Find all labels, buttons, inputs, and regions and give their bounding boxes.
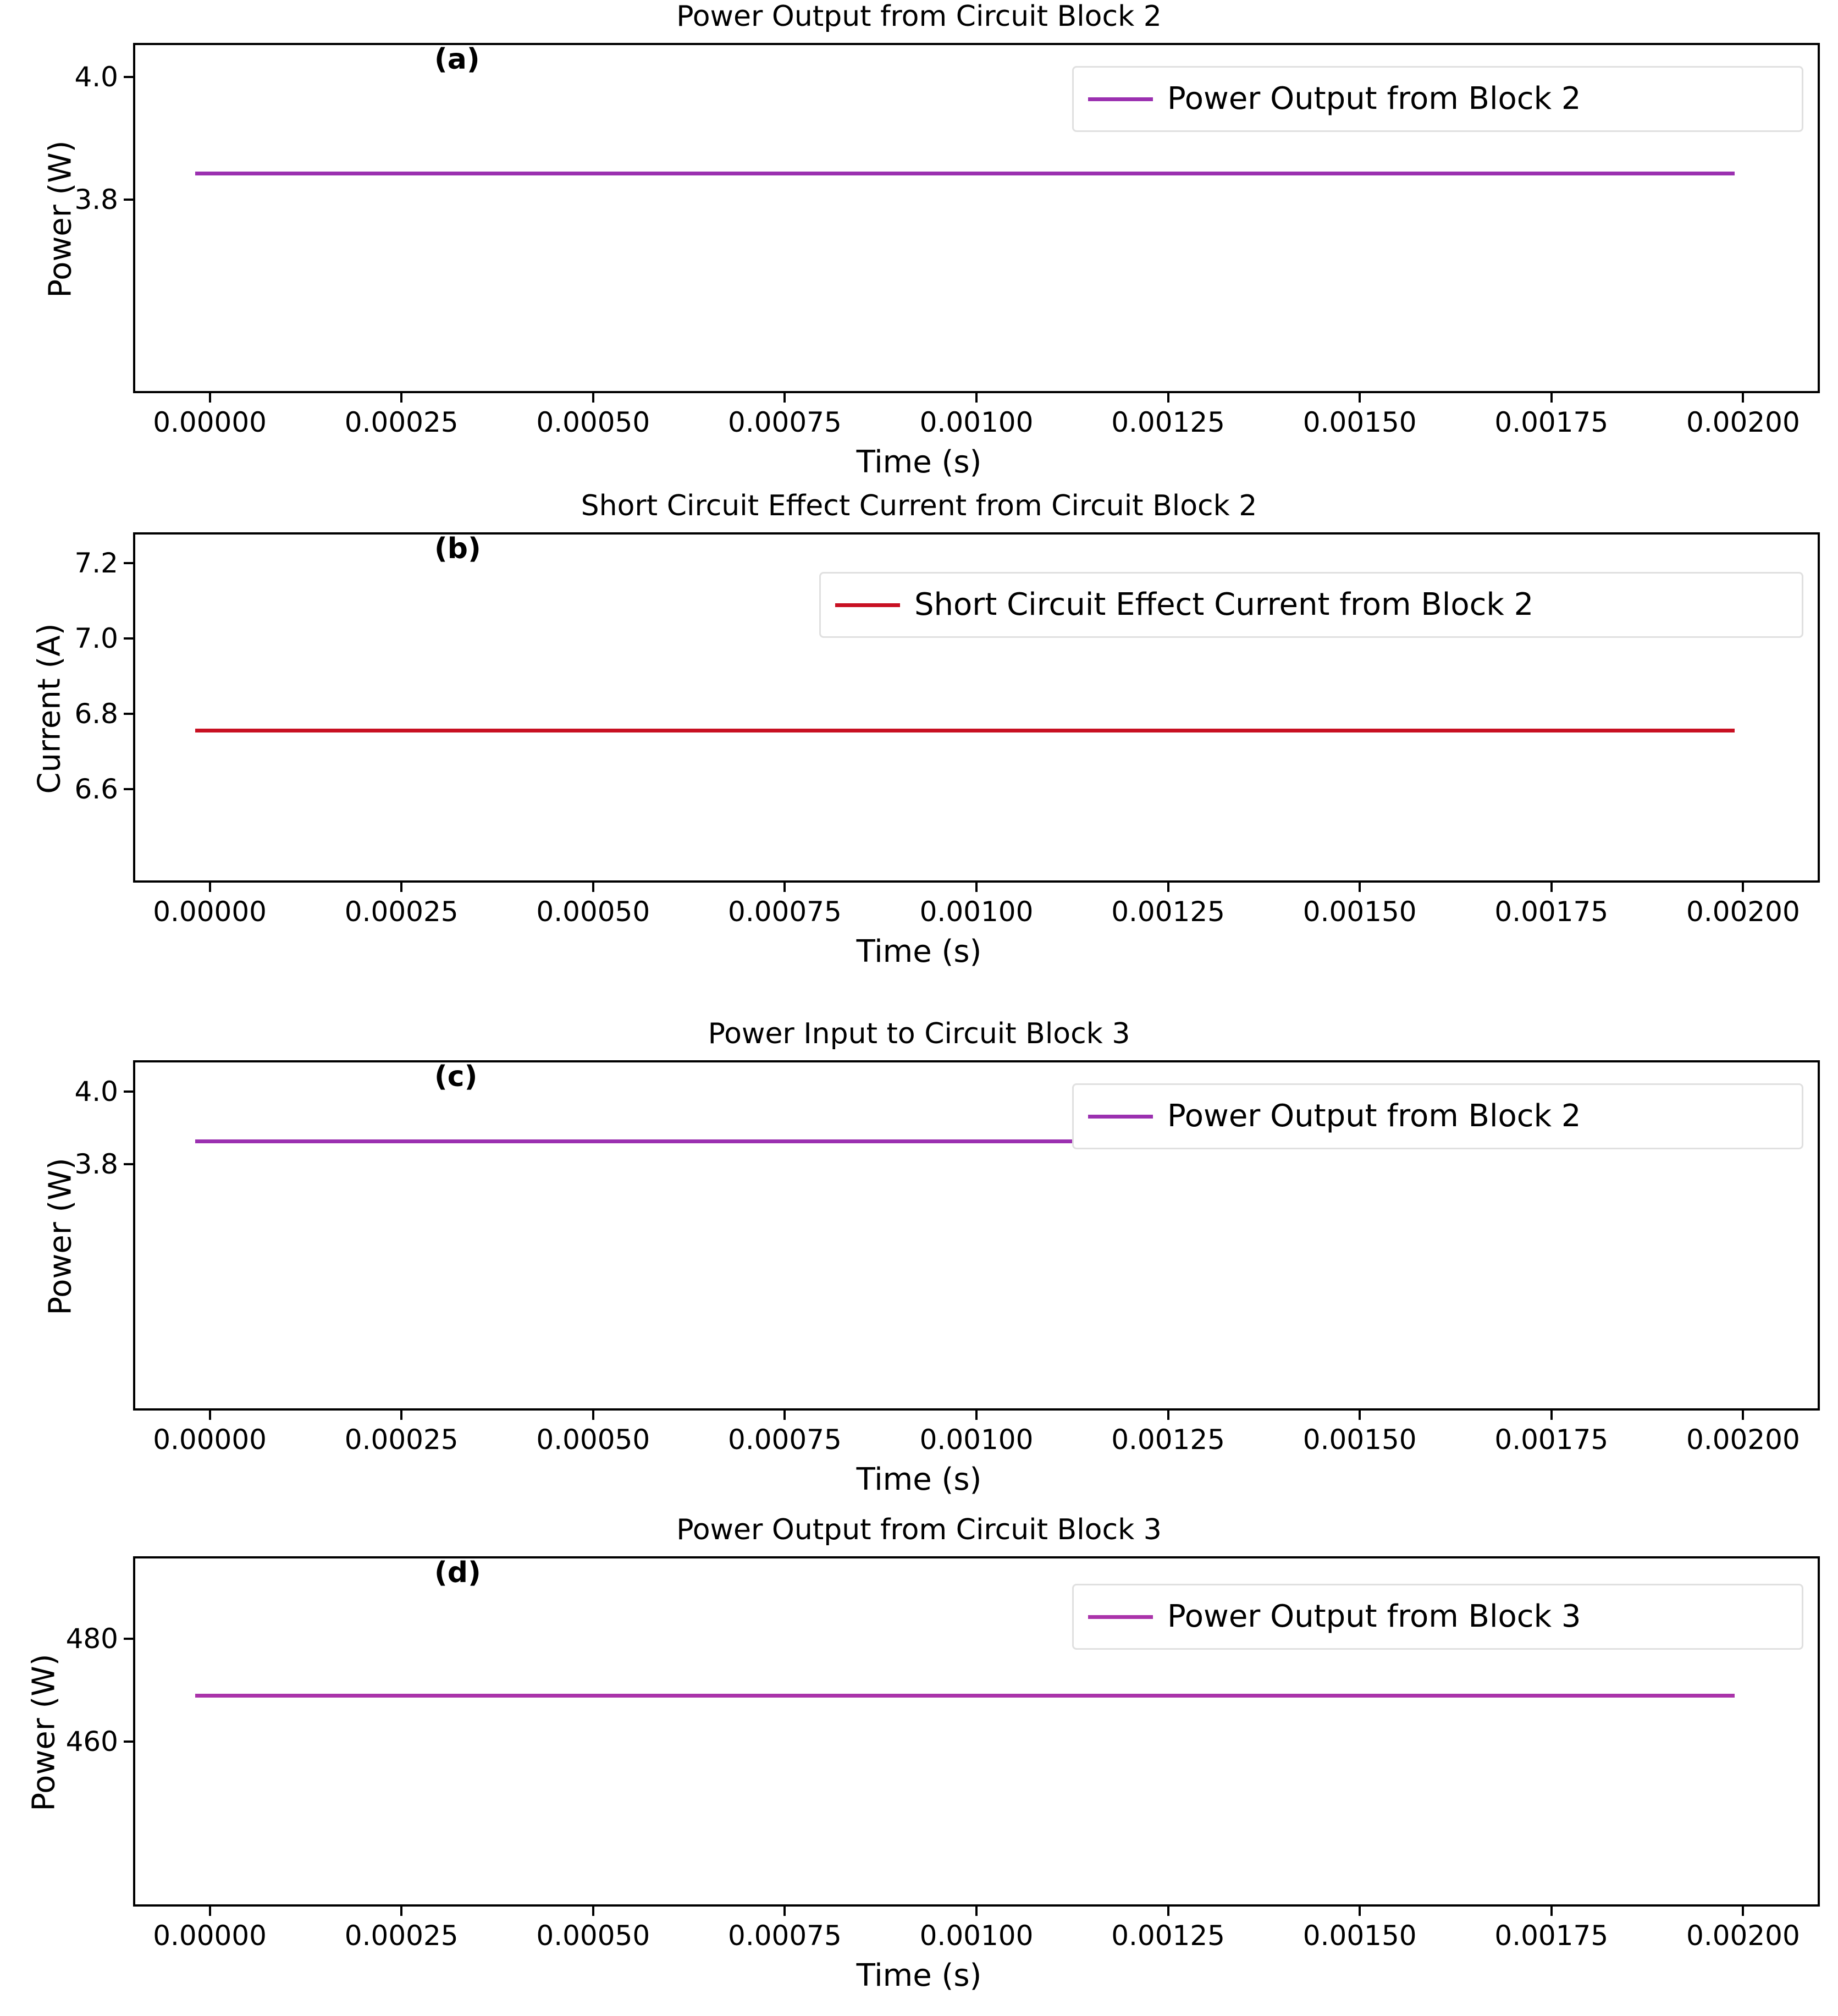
subplot-c-xtick-7: 0.00175: [1494, 1424, 1609, 1456]
subplot-c-ytick-0: 4.0: [74, 1076, 118, 1108]
subplot-c-xtickmark-2: [592, 1411, 594, 1420]
subplot-a-xtickmark-7: [1550, 393, 1553, 403]
subplot-d-xtickmark-4: [975, 1907, 978, 1916]
subplot-b-ytickmark-0: [124, 562, 133, 564]
subplot-c-xtickmark-1: [400, 1411, 402, 1420]
subplot-b-xtickmark-0: [209, 883, 211, 892]
subplot-a-xtick-1: 0.00025: [344, 406, 459, 438]
subplot-c-xtick-5: 0.00125: [1111, 1424, 1225, 1456]
subplot-c-xlabel: Time (s): [856, 1462, 982, 1497]
subplot-c-panel-label: (c): [434, 1060, 478, 1093]
subplot-d-xtickmark-8: [1742, 1907, 1744, 1916]
subplot-a-xtick-6: 0.00150: [1302, 406, 1417, 438]
subplot-c-xtickmark-6: [1359, 1411, 1361, 1420]
subplot-c-xtick-4: 0.00100: [919, 1424, 1034, 1456]
subplot-b-xtickmark-7: [1550, 883, 1553, 892]
subplot-a-ylabel: Power (W): [42, 140, 79, 298]
subplot-b-xtickmark-2: [592, 883, 594, 892]
subplot-d-xtick-5: 0.00125: [1111, 1920, 1225, 1952]
subplot-a-xtickmark-8: [1742, 393, 1744, 403]
subplot-d-title: Power Output from Circuit Block 3: [676, 1513, 1162, 1546]
subplot-b-xtick-7: 0.00175: [1494, 896, 1609, 928]
subplot-a-xtick-4: 0.00100: [919, 406, 1034, 438]
subplot-b-xtick-4: 0.00100: [919, 896, 1034, 928]
subplot-c-xtickmark-8: [1742, 1411, 1744, 1420]
subplot-b-xtick-2: 0.00050: [536, 896, 650, 928]
subplot-b-ytickmark-2: [124, 713, 133, 715]
subplot-b-xtickmark-8: [1742, 883, 1744, 892]
subplot-a-ytickmark-1: [124, 199, 133, 201]
subplot-a-xtick-5: 0.00125: [1111, 406, 1225, 438]
subplot-d-ytickmark-0: [124, 1638, 133, 1640]
subplot-a-ytick-1: 3.8: [74, 184, 118, 216]
subplot-b-ytick-1: 7.0: [74, 623, 118, 654]
subplot-a-xtick-0: 0.00000: [153, 406, 267, 438]
subplot-d-ytickmark-1: [124, 1740, 133, 1743]
subplot-c-xtick-8: 0.00200: [1686, 1424, 1800, 1456]
subplot-b-xlabel: Time (s): [856, 934, 982, 970]
subplot-d-xtickmark-7: [1550, 1907, 1553, 1916]
subplot-b-panel-label: (b): [434, 532, 481, 565]
subplot-d-xtickmark-5: [1167, 1907, 1169, 1916]
subplot-d-xtickmark-0: [209, 1907, 211, 1916]
subplot-b-xtick-5: 0.00125: [1111, 896, 1225, 928]
subplot-b-legend-swatch: [835, 603, 900, 607]
subplot-d-ylabel: Power (W): [26, 1654, 62, 1811]
subplot-b-xtick-3: 0.00075: [728, 896, 842, 928]
subplot-b-legend[interactable]: [819, 572, 1803, 638]
subplot-c-ytick-1: 3.8: [74, 1148, 118, 1180]
subplot-b-ytick-2: 6.8: [74, 698, 118, 730]
subplot-a-title: Power Output from Circuit Block 2: [676, 0, 1162, 33]
subplot-b-title: Short Circuit Effect Current from Circuit Block 2: [581, 489, 1257, 522]
subplot-b-xtickmark-5: [1167, 883, 1169, 892]
subplot-d-ytick-0: 480: [65, 1623, 118, 1655]
subplot-a-legend-label: Power Output from Block 2: [1167, 81, 1581, 117]
subplot-a-xtickmark-6: [1359, 393, 1361, 403]
subplot-b-xtick-6: 0.00150: [1302, 896, 1417, 928]
subplot-a-xtickmark-5: [1167, 393, 1169, 403]
subplot-c-legend-swatch: [1088, 1115, 1153, 1119]
subplot-d-xtick-8: 0.00200: [1686, 1920, 1800, 1952]
subplot-d-xtickmark-6: [1359, 1907, 1361, 1916]
subplot-d-xtick-4: 0.00100: [919, 1920, 1034, 1952]
subplot-d-xtickmark-2: [592, 1907, 594, 1916]
subplot-c-xtickmark-4: [975, 1411, 978, 1420]
subplot-a-legend[interactable]: [1072, 66, 1803, 132]
subplot-d-xtick-2: 0.00050: [536, 1920, 650, 1952]
subplot-d-series-line: [195, 1694, 1735, 1698]
subplot-d-xtickmark-1: [400, 1907, 402, 1916]
subplot-a-xtickmark-2: [592, 393, 594, 403]
subplot-a-xtickmark-0: [209, 393, 211, 403]
subplot-c-ylabel: Power (W): [42, 1158, 79, 1315]
subplot-d-xtick-1: 0.00025: [344, 1920, 459, 1952]
subplot-d-ytick-1: 460: [65, 1726, 118, 1758]
subplot-d-xtickmark-3: [783, 1907, 786, 1916]
subplot-c-xtick-3: 0.00075: [728, 1424, 842, 1456]
subplot-c-title: Power Input to Circuit Block 3: [708, 1017, 1130, 1050]
subplot-a-legend-swatch: [1088, 97, 1153, 101]
subplot-c-xtick-0: 0.00000: [153, 1424, 267, 1456]
subplot-c-legend-label: Power Output from Block 2: [1167, 1098, 1581, 1134]
subplot-c-xtickmark-7: [1550, 1411, 1553, 1420]
subplot-b-legend-label: Short Circuit Effect Current from Block 2: [914, 587, 1534, 623]
subplot-b-ytickmark-3: [124, 788, 133, 790]
subplot-a-xlabel: Time (s): [856, 444, 982, 480]
subplot-d-legend-label: Power Output from Block 3: [1167, 1599, 1581, 1634]
subplot-a-xtickmark-1: [400, 393, 402, 403]
subplot-d-xtick-7: 0.00175: [1494, 1920, 1609, 1952]
subplot-b-xtickmark-3: [783, 883, 786, 892]
subplot-a-xtickmark-3: [783, 393, 786, 403]
subplot-b-xtick-8: 0.00200: [1686, 896, 1800, 928]
subplot-b-ylabel: Current (A): [31, 623, 68, 794]
subplot-c-legend[interactable]: [1072, 1083, 1803, 1149]
subplot-b-ytickmark-1: [124, 637, 133, 640]
subplot-c-ytickmark-1: [124, 1163, 133, 1165]
subplot-a-xtick-8: 0.00200: [1686, 406, 1800, 438]
subplot-d-xtick-0: 0.00000: [153, 1920, 267, 1952]
subplot-d-legend[interactable]: [1072, 1584, 1803, 1650]
subplot-c-xtick-1: 0.00025: [344, 1424, 459, 1456]
subplot-b-ytick-3: 6.6: [74, 773, 118, 805]
subplot-c-xtickmark-0: [209, 1411, 211, 1420]
subplot-d-xtick-3: 0.00075: [728, 1920, 842, 1952]
subplot-d-xtick-6: 0.00150: [1302, 1920, 1417, 1952]
subplot-a-ytick-0: 4.0: [74, 61, 118, 93]
subplot-b-series-line: [195, 729, 1735, 732]
subplot-a-xtickmark-4: [975, 393, 978, 403]
subplot-a-panel-label: (a): [434, 43, 480, 76]
subplot-b-xtickmark-6: [1359, 883, 1361, 892]
subplot-a-xtick-2: 0.00050: [536, 406, 650, 438]
subplot-c-xtick-2: 0.00050: [536, 1424, 650, 1456]
subplot-a-xtick-7: 0.00175: [1494, 406, 1609, 438]
subplot-b-xtick-1: 0.00025: [344, 896, 459, 928]
subplot-c-xtick-6: 0.00150: [1302, 1424, 1417, 1456]
subplot-d-legend-swatch: [1088, 1615, 1153, 1619]
subplot-d-panel-label: (d): [434, 1556, 481, 1589]
subplot-c-ytickmark-0: [124, 1090, 133, 1093]
subplot-a-ytickmark-0: [124, 76, 133, 78]
subplot-d-xlabel: Time (s): [856, 1958, 982, 1993]
subplot-b-ytick-0: 7.2: [74, 547, 118, 579]
subplot-b-xtickmark-4: [975, 883, 978, 892]
subplot-b-xtickmark-1: [400, 883, 402, 892]
subplot-a-xtick-3: 0.00075: [728, 406, 842, 438]
subplot-c-xtickmark-3: [783, 1411, 786, 1420]
subplot-b-xtick-0: 0.00000: [153, 896, 267, 928]
subplot-c-xtickmark-5: [1167, 1411, 1169, 1420]
subplot-a-series-line: [195, 172, 1735, 175]
